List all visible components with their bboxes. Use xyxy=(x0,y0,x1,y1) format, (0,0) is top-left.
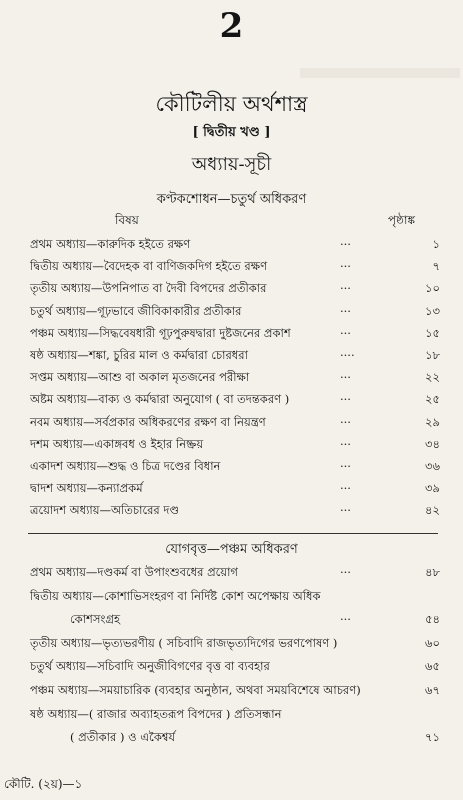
entry-leader-dots: ··· xyxy=(340,459,351,473)
entry-page-number: ৬০ xyxy=(425,635,440,650)
entry-title: পঞ্চম অধ্যায়—সময়াচারিক (ব্যবহার অনুষ্ঠান, অথবা সময়বিশেষে আচরণ) xyxy=(30,683,361,697)
entry-title: কোশসংগ্রহ xyxy=(70,612,121,627)
entry-leader-dots: ··· xyxy=(340,237,351,251)
entry-leader-dots: ··· xyxy=(340,259,351,274)
entry-page-number: ১০ xyxy=(425,281,440,296)
entry-leader-dots: ··· xyxy=(340,392,351,407)
entry-page-number: ২২ xyxy=(425,370,440,385)
entry-leader-dots: ··· xyxy=(340,370,351,385)
subject-column-header: বিষয় xyxy=(115,213,139,227)
entry-leader-dots: ··· xyxy=(340,414,351,429)
volume-label: [ দ্বিতীয় খণ্ড ] xyxy=(192,125,271,140)
book-title: কৌটিলীয় অর্থশাস্ত্র xyxy=(155,92,308,116)
entry-page-number: ৬৭ xyxy=(425,683,440,697)
entry-title: প্রথম অধ্যায়—কারুদিক হইতে রক্ষণ xyxy=(30,237,191,251)
entry-title: সপ্তম অধ্যায়—আশু বা অকাল মৃতজনের পরীক্ষা xyxy=(30,370,250,385)
entry-page-number: ১৩ xyxy=(425,303,440,318)
page-number: 2 xyxy=(219,6,244,46)
entry-page-number: ৭১ xyxy=(425,730,440,745)
section-heading: যোগবৃত্ত—পঞ্চম অধিকরণ xyxy=(165,542,298,557)
page-column-header: পৃষ্ঠাঙ্ক xyxy=(388,213,415,227)
section-heading: কণ্টকশোধন—চতুর্থ অধিকরণ xyxy=(156,192,307,207)
entry-title: ( প্রতীকার ) ও একৈশ্বর্য xyxy=(70,730,176,745)
entry-title: তৃতীয় অধ্যায়—উপনিপাত বা দৈবী বিপদের প্রতীকার xyxy=(30,281,267,296)
entry-page-number: ৩৪ xyxy=(425,436,440,451)
entry-page-number: ৪৮ xyxy=(425,565,440,579)
entry-page-number: ৩৯ xyxy=(425,481,440,496)
entry-leader-dots: ··· xyxy=(340,436,351,451)
bleed-through xyxy=(300,68,460,78)
entry-title: চতুর্থ অধ্যায়—সচিবাদি অনুজীবিগণের বৃত্ত বা ব্যবহার xyxy=(30,659,270,674)
entry-title: চতুর্থ অধ্যায়—গূঢ়ভাবে জীবিকাকারীর প্রতীকার xyxy=(30,303,242,318)
entry-title: পঞ্চম অধ্যায়—সিদ্ধবেষধারী গূঢ়পুরুষদ্বারা দুষ্টজনের প্রকাশ xyxy=(30,325,291,340)
section-divider xyxy=(28,533,438,534)
entry-title: দ্বাদশ অধ্যায়—কন্যাপ্রকর্ম xyxy=(30,481,143,496)
entry-title: একাদশ অধ্যায়—শুদ্ধ ও চিত্র দণ্ডের বিধান xyxy=(30,459,221,473)
entry-page-number: ১৮ xyxy=(425,348,440,362)
entry-leader-dots: ··· xyxy=(340,325,351,340)
entry-page-number: ২৫ xyxy=(425,392,440,407)
index-title: অধ্যায়-সূচী xyxy=(191,154,272,175)
entry-title: ষষ্ঠ অধ্যায়—শঙ্কা, চুরির মাল ও কর্মদ্বারা চোরধরা xyxy=(30,348,248,362)
entry-page-number: ৫৪ xyxy=(425,612,440,627)
entry-page-number: ১৫ xyxy=(425,325,440,340)
entry-title: ষষ্ঠ অধ্যায়—( রাজার অব্যাহতরূপ বিপদের ) প্রতিসন্ধান xyxy=(30,706,282,721)
entry-page-number: ৭ xyxy=(432,259,440,274)
entry-leader-dots: ··· xyxy=(340,281,351,296)
entry-title: নবম অধ্যায়—সর্বপ্রকার অধিকরণের রক্ষণ বা নিয়ন্ত্রণ xyxy=(30,414,266,429)
entry-title: দশম অধ্যায়—একাঙ্গবধ ও ইহার নিষ্ক্রয় xyxy=(30,436,204,451)
entry-page-number: ২৯ xyxy=(425,414,440,429)
entry-title: প্রথম অধ্যায়—দণ্ডকর্ম বা উপাংশুবধের প্রয়োগ xyxy=(30,565,238,579)
entry-page-number: ৩৬ xyxy=(425,459,440,473)
entry-page-number: ৪২ xyxy=(425,503,440,518)
entry-page-number: ১ xyxy=(432,237,440,251)
entry-leader-dots: ··· xyxy=(340,303,351,318)
entry-leader-dots: ···· xyxy=(340,348,355,362)
entry-leader-dots: ··· xyxy=(340,481,351,496)
entry-title: তৃতীয় অধ্যায়—ভৃত্যভরণীয় ( সচিবাদি রাজভৃত্যদিগের ভরণপোষণ ) xyxy=(30,635,338,650)
entry-leader-dots: ··· xyxy=(340,565,351,579)
entry-title: অষ্টম অধ্যায়—বাক্য ও কর্মদ্বারা অনুযোগ ( বা তদন্তকরণ ) xyxy=(30,392,290,407)
entry-title: ত্রয়োদশ অধ্যায়—অতিচারের দণ্ড xyxy=(30,503,180,518)
footer-signature: কৌটি. (২য়)—১ xyxy=(4,777,83,791)
entry-leader-dots: ··· xyxy=(340,612,351,627)
entry-title: দ্বিতীয় অধ্যায়—কোশাভিসংহরণ বা নির্দিষ্ট কোশ অপেক্ষায় অধিক xyxy=(30,588,321,603)
entry-title: দ্বিতীয় অধ্যায়—বৈদেহক বা বাণিজকদিগ হইতে রক্ষণ xyxy=(30,259,268,274)
entry-leader-dots: ··· xyxy=(340,503,351,518)
entry-page-number: ৬৫ xyxy=(425,659,440,674)
